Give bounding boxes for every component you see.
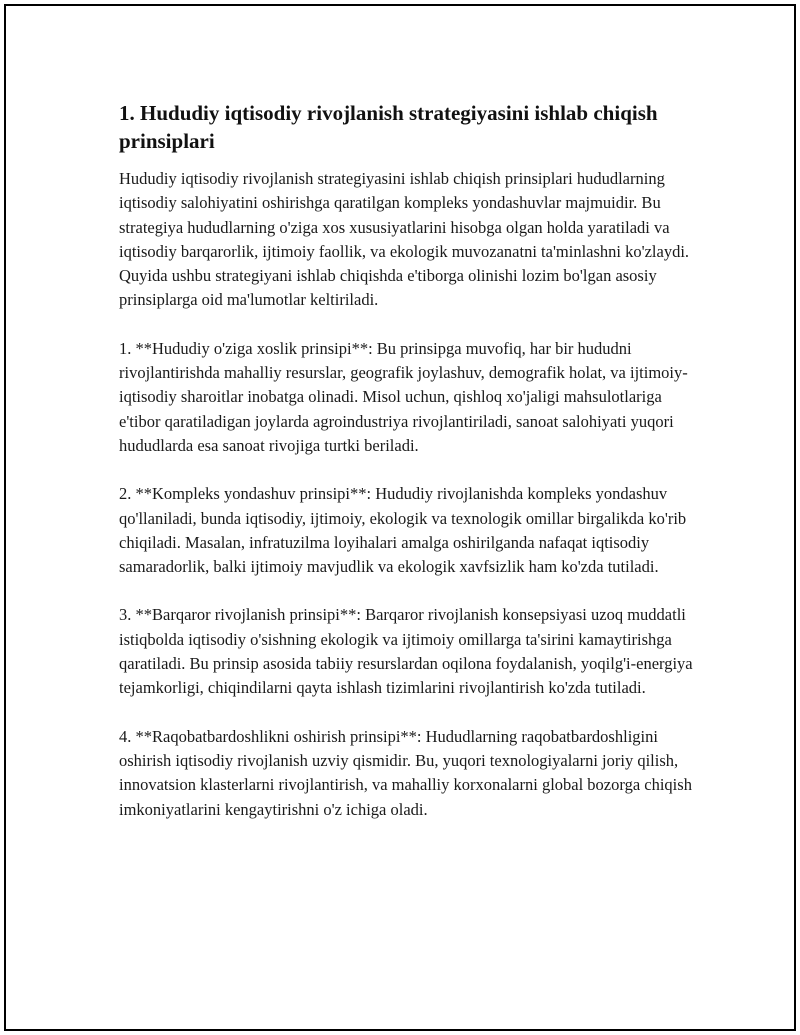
document-body: [119, 99, 694, 846]
principle-1-paragraph: 1. **Hududiy o'ziga xoslik prinsipi**: Bu prinsipga muvofiq, har bir hududni rivojlantirishda mahalliy resurslar, geografik joylashuv, demografik holat, va ijtimoiy-iqtisodiy sharoitlar inobatga olinadi. Misol uchun, qishloq xo'jaligi mahsulotlariga e'tibor qaratiladigan joylarda agroindustriya rivojlantiriladi, sanoat salohiyati yuqori hududlarda esa sanoat rivojiga turtki beriladi.: [119, 338, 688, 455]
principle-3-paragraph: 3. **Barqaror rivojlanish prinsipi**: Barqaror rivojlanish konsepsiyasi uzoq muddatli istiqbolda iqtisodiy o'sishning ekologik va ijtimoiy omillarga ta'sirini kamaytirishga qaratiladi. Bu prinsip asosida tabiiy resurslardan oqilona foydalanish, yoqilg'i-energiya tejamkorligi, chiqindilarni qayta ishlash tizimlarini rivojlantirish ko'zda tutiladi.: [119, 605, 693, 698]
section-heading: 1. Hududiy iqtisodiy rivojlanish strategiyasini ishlab chiqish prinsiplari: [119, 101, 658, 153]
intro-paragraph: Hududiy iqtisodiy rivojlanish strategiyasini ishlab chiqish prinsiplari hududlarning iqtisodiy salohiyatini oshirishga qaratilgan kompleks yondashuvlar majmuidir. Bu strategiya hududlarning o'ziga xos xususiyatlarini hisobga olgan holda yaratiladi va iqtisodiy barqarorlik, ijtimoiy faollik, va ekologik muvozanatni ta'minlashni ko'zlaydi. Quyida ushbu strategiyani ishlab chiqishda e'tiborga olinishi lozim bo'lgan asosiy prinsiplarga oid ma'lumotlar keltiriladi.: [119, 169, 690, 310]
principle-2-paragraph: 2. **Kompleks yondashuv prinsipi**: Hududiy rivojlanishda kompleks yondashuv qo'llaniladi, bunda iqtisodiy, ijtimoiy, ekologik va texnologik omillar birgalikda ko'rib chiqiladi. Masalan, infratuzilma loyihalari amalga oshirilganda nafaqat iqtisodiy samaradorlik, balki ijtimoiy mavjudlik va ekologik xavfsizlik ham ko'zda tutiladi.: [119, 484, 687, 577]
principle-4-paragraph: 4. **Raqobatbardoshlikni oshirish prinsipi**: Hududlarning raqobatbardoshligini oshirish iqtisodiy rivojlanish uzviy qismidir. Bu, yuqori texnologiyalarni joriy qilish, innovatsion klasterlarni rivojlantirish, va mahalliy korxonalarni global bozorga chiqish imkoniyatlarini kengaytirishni o'z ichiga oladi.: [119, 726, 692, 819]
page: [4, 4, 796, 1031]
